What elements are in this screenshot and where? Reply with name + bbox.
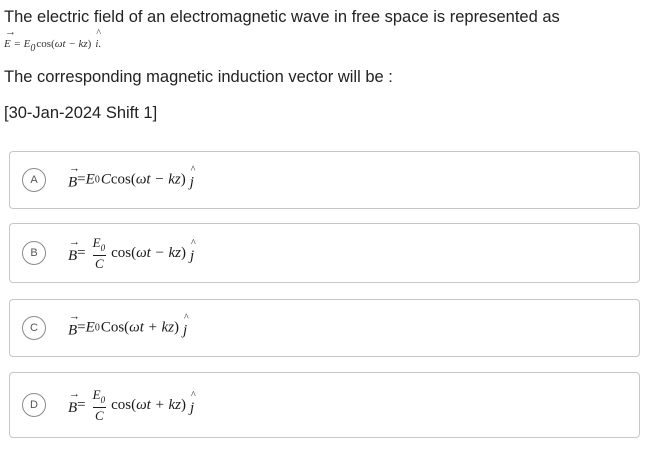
option-b-equation: → B = $\frac{E_0}{C}$ cos( ωt − kz ) ^ j	[68, 236, 194, 270]
unit-vector-j: ^ j	[190, 169, 194, 192]
unit-vector-j: ^ j	[190, 242, 194, 265]
option-b[interactable]	[9, 223, 640, 283]
option-c-equation: → B = E 0 Cos( ωt + kz ) ^ j	[68, 317, 187, 340]
unit-vector-j: ^ j	[190, 394, 194, 417]
option-d[interactable]	[9, 372, 640, 438]
option-letter-badge: C	[22, 316, 46, 340]
option-c[interactable]	[9, 299, 640, 357]
unit-vector-i: ^ i	[95, 32, 98, 50]
option-a[interactable]	[9, 151, 640, 209]
fraction: $\frac{E_0}{C}$	[92, 235, 106, 271]
fraction: $\frac{E_0}{C}$	[92, 387, 106, 423]
exam-tag: [30-Jan-2024 Shift 1]	[4, 104, 158, 122]
option-d-equation: → B = $\frac{E_0}{C}$ cos( ωt + kz ) ^ j	[68, 388, 194, 422]
option-a-equation: → B = E 0 C cos( ωt − kz ) ^ j	[68, 169, 194, 192]
option-letter-badge: D	[22, 393, 46, 417]
electric-field-equation: → E = E0cos(ωt − kz)^ i.	[4, 32, 101, 54]
question-text: The electric field of an electromagnetic wave in free space is represented as	[4, 8, 560, 26]
question-prompt: The corresponding magnetic induction vector will be :	[4, 68, 393, 86]
option-letter-badge: A	[22, 168, 46, 192]
option-letter-badge: B	[22, 241, 46, 265]
unit-vector-j: ^ j	[183, 317, 187, 340]
vector-e: → E	[4, 32, 11, 50]
